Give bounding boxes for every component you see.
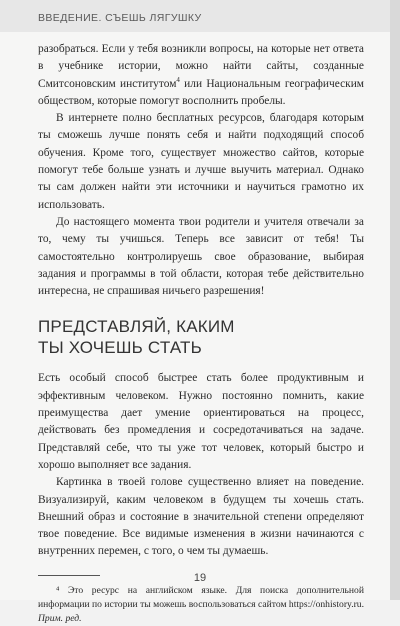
paragraph-3: До настоящего момента твои родители и учителя отвечали за то, чему ты учишься. Теперь все зависит от тебя! Ты самостоятельно контролируешь свое образование, выбирая задания и программы в той области, которая тебе действительно интересна, не спрашивая ничьего разрешения! xyxy=(38,215,364,298)
paragraph-1-end: или Национальным географическим обществом, которые помогут восполнить пробелы. xyxy=(38,77,364,107)
editor-note: Прим. ред. xyxy=(38,612,82,624)
page-edge-shadow xyxy=(390,0,400,600)
page-number: 19 xyxy=(193,572,207,584)
main-text xyxy=(38,41,364,626)
section-heading xyxy=(38,316,364,358)
running-header: ВВЕДЕНИЕ. СЪЕШЬ ЛЯГУШКУ xyxy=(38,12,202,24)
footnote-ref: 4 xyxy=(176,75,180,84)
paragraph-1-text: разобраться. Если у тебя возникли вопросы, на которые нет ответа в учебнике истории, можно найти сайты, созданные Смитсоновским институтом xyxy=(38,43,364,90)
paragraph-5: Картинка в твоей голове существенно влияет на поведение. Визуализируй, каким человеком в будущем ты хочешь стать. Внешний образ и состояние в значительной степени определяют твое поведение. Все видимые изменения в жизни начинаются с внутренних перемен, с того, о чем ты думаешь. xyxy=(38,476,364,558)
footnote-text: ⁴ Это ресурс на английском языке. Для поиска дополнительной информации по истории ты можешь воспользоваться сайтом https://onhistory.ru. xyxy=(38,584,364,610)
section-heading-line-2: ТЫ ХОЧЕШЬ СТАТЬ xyxy=(38,338,202,358)
footnote xyxy=(38,584,364,626)
section-heading-line-1: ПРЕДСТАВЛЯЙ, КАКИМ xyxy=(38,317,235,337)
paragraph-1 xyxy=(38,41,364,110)
paragraph-2: В интернете полно бесплатных ресурсов, благодаря которым ты сможешь лучше понять себя и найти подходящий способ обучения. Кроме того, существует множество сайтов, которые помогут тебе больше узнать и лучше выучить материал. Однако ты сам должен найти эти источники и научиться грамотно их использовать. xyxy=(38,112,364,211)
paragraph-4: Есть особый способ быстрее стать более продуктивным и эффективным человеком. Нужно постоянно помнить, какие преимущества дает умение ориентироваться на процесс, действовать без промедления и сосредотачиваться на задаче. Представляй себе, что ты уже тот человек, который быстро и хорошо выполняет все задания. xyxy=(38,372,364,471)
